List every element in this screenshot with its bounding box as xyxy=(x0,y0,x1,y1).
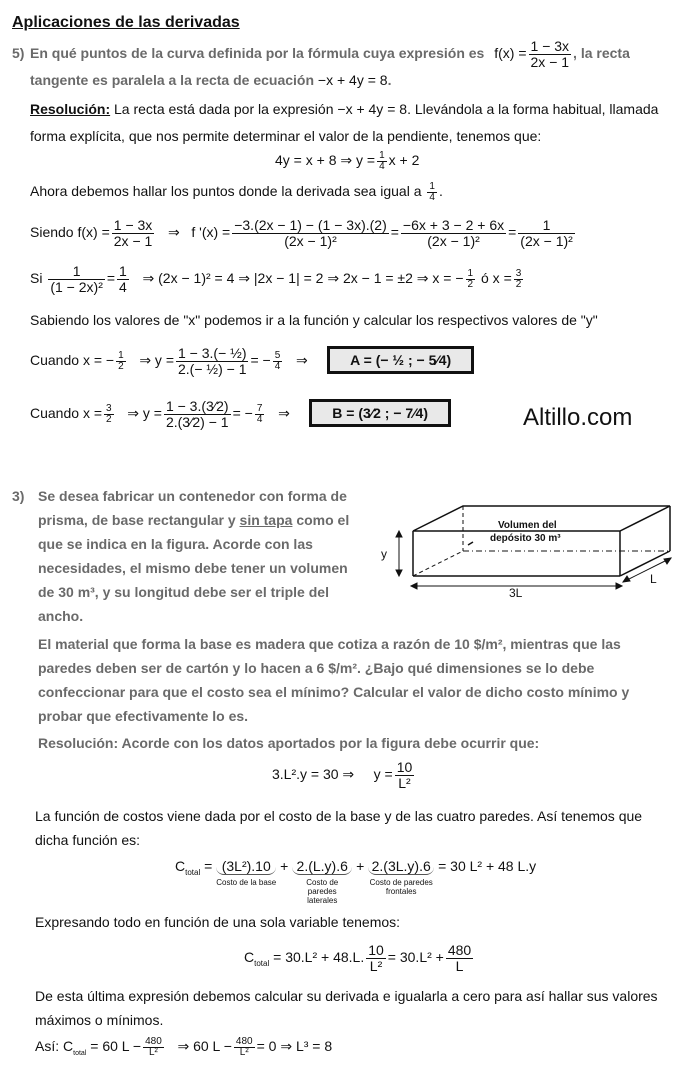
figure-deposit-label: depósito 30 m³ xyxy=(490,533,561,544)
find-y-values: Sabiendo los valores de "x" podemos ir a la función y calcular los respectivos valores de "y" xyxy=(30,312,598,328)
problem-3-statement: Se desea fabricar un contenedor con forma de prisma, de base rectangular y sin tapa como el que se indica en la figura. Acorde con las necesidades, el mismo debe tener un volumen de 30 m³, y su longitud debe ser el triple del ancho. xyxy=(38,488,350,624)
single-variable-text: Expresando todo en función de una sola variable tenemos: xyxy=(35,914,401,930)
explicit-form-equation: 4y = x + 8 ⇒ y = $\frac{1}{4}$ x + 2 xyxy=(275,150,420,172)
cost-single-variable: $C_{total} = 30.L^2 + 48.L$. $\frac{10}{\text{L²}}$ = 30.L² + $\frac{480}{L}$ xyxy=(244,942,472,974)
base-cost-term: (3L²).10 Costo de la base xyxy=(216,858,277,887)
point-a-calculation: Cuando x = − $\frac{1}{2}$ ⇒ y = $\frac{\text{1 − 3.(− ½)}}{\text{2.(− ½) − 1}}$ = − $\frac{5}{4}$ ⇒ A = (− ½ ; − 5⁄4) xyxy=(30,346,474,377)
solve-for-x: Si $\frac{1}{\text{(1 − 2x)²}}$ = $\frac{1}{4}$ ⇒ (2x − 1)² = 4 ⇒ |2x − 1| = 2 ⇒ 2x − 1 = ±2 ⇒ x = − $\frac{1}{2}$ ó x = $\frac{3}{2}$ xyxy=(30,263,522,295)
derivative-condition: Ahora debemos hallar los puntos donde la derivada sea igual a $\frac{1}{4}$ . xyxy=(30,181,443,203)
problem-3-resolution: Resolución: Acorde con los datos aportados por la figura debe ocurrir que: xyxy=(38,735,540,751)
problem-3-material: El material que forma la base es madera que cotiza a razón de 10 $/m², mientras que las paredes deben ser de cartón y lo hacen a 6 $/m². ¿Bajo qué dimensiones se lo debe confeccionar para que el costo sea el mínimo? Calcular el valor de dicho costo mínimo y probar que efectivamente lo es. xyxy=(38,636,630,724)
derivative-computation: Siendo f(x) = $\frac{1 - 3x}{2x - 1}$ ⇒ f '(x) = $\frac{-3.(2x - 1) - (1 - 3x).(2)}{\text{(2x − 1)²}}$ = $\frac{-6x + 3 - 2 + 6x}{\text{(2x − 1)²}}$ = $\frac{1}{\text{(2x − 1)²}}$ xyxy=(30,217,573,249)
container-figure xyxy=(375,500,697,600)
figure-l-label: L xyxy=(650,572,657,586)
cost-text-line1: La función de costos viene dada por el costo de la base y de las cuatro paredes. Así tenemos que xyxy=(35,808,643,824)
problem-5-number: 5) xyxy=(12,45,25,61)
cost-text-line2: dicha función es: xyxy=(35,832,141,848)
fx-definition: f(x) = $\frac{1 - 3x}{2x - 1}$ xyxy=(494,37,570,70)
figure-volume-label: Volumen del xyxy=(498,520,557,531)
figure-3l-label: 3L xyxy=(509,586,523,600)
front-walls-term: 2.(3L.y).6 Costo de paredes frontales xyxy=(369,858,433,896)
problem-3-number: 3) xyxy=(12,488,25,504)
problem-5-statement-line2: tangente es paralela a la recta de ecuación −x + 4y = 8. xyxy=(30,72,392,88)
cost-function: $C_{total}$ = (3L²).10 Costo de la base + 2.(L.y).6 Costo de paredes laterales + 2.(3L.y).6 Costo de paredes frontales = 30 L² + 48 L.y xyxy=(175,858,537,905)
point-b-calculation: Cuando x = $\frac{3}{2}$ ⇒ y = $\frac{1 - 3.(3⁄2)}{2.(3⁄2) - 1}$ = − $\frac{7}{4}$ ⇒ B = (3⁄2 ; − 7⁄4) xyxy=(30,399,451,430)
resolution-line2: forma explícita, que nos permite determinar el valor de la pendiente, tenemos que: xyxy=(30,128,542,144)
derivative-text-line2: máximos o mínimos. xyxy=(35,1012,164,1028)
point-a-result: A = (− ½ ; − 5⁄4) xyxy=(327,346,474,374)
watermark: Altillo.com xyxy=(523,404,633,431)
problem-5-statement-line1: En qué puntos de la curva definida por la fórmula cuya expresión es f(x) = $\frac{1 - 3x}{2x - 1}$ , la recta xyxy=(30,37,630,70)
figure-y-label: y xyxy=(381,547,387,561)
volume-equation: 3.L².y = 30 ⇒ y = $\frac{10}{\text{L²}}$ xyxy=(272,759,413,791)
page-title: Aplicaciones de las derivadas xyxy=(12,14,240,31)
point-b-result: B = (3⁄2 ; − 7⁄4) xyxy=(309,399,451,427)
resolution-line1: Resolución: La recta está dada por la expresión −x + 4y = 8. Llevándola a la forma habitual, llamada xyxy=(30,101,659,117)
lateral-walls-term: 2.(L.y).6 Costo de paredes laterales xyxy=(292,858,352,905)
derivative-result: Así: $C_{total} = 60$ L − $\frac{480}{\text{L²}}$ ⇒ 60 L − $\frac{480}{\text{L²}}$ = 0 ⇒ L³ = 8 xyxy=(35,1036,333,1058)
derivative-text-line1: De esta última expresión debemos calcular su derivada e igualarla a cero para así hallar sus valores xyxy=(35,988,658,1004)
